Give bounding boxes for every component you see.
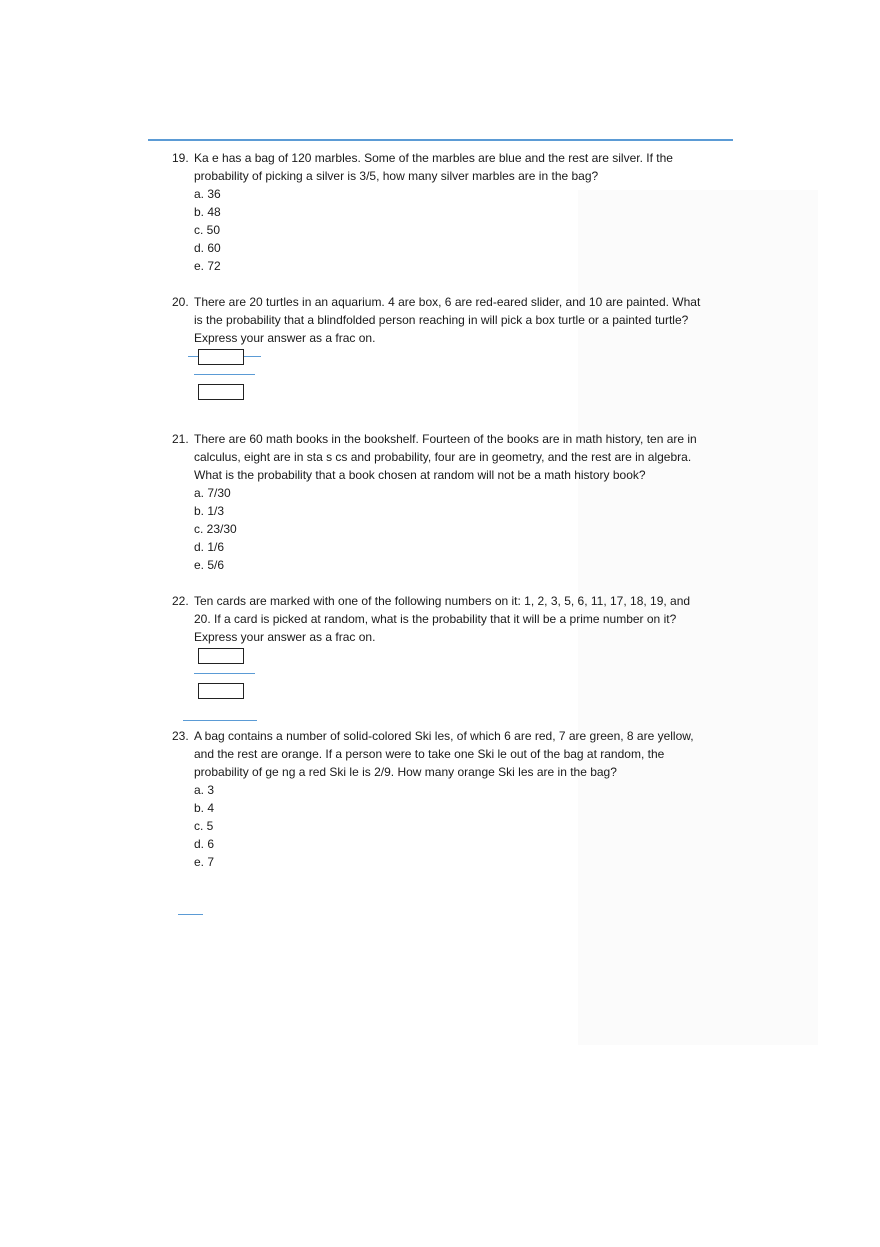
option-b[interactable]: b. 1/3	[194, 504, 225, 518]
question-number: 20.	[172, 295, 189, 309]
question-22	[172, 592, 732, 646]
option-d[interactable]: d. 6	[194, 837, 215, 851]
numerator-input-box[interactable]	[198, 648, 244, 664]
section-divider	[183, 720, 257, 721]
option-a[interactable]: a. 3	[194, 783, 215, 797]
option-c[interactable]: c. 50	[194, 223, 221, 237]
question-text: probability of ge ng a red Ski le is 2/9. How many orange Ski les are in the bag?	[194, 765, 617, 779]
option-a[interactable]: a. 7/30	[194, 486, 231, 500]
question-text: A bag contains a number of solid-colored Ski les, of which 6 are red, 7 are green, 8 are yellow,	[194, 729, 694, 743]
question-number: 19.	[172, 151, 189, 165]
fraction-bar	[194, 673, 255, 674]
denominator-input-box[interactable]	[198, 683, 244, 699]
option-c[interactable]: c. 5	[194, 819, 214, 833]
numerator-input-box[interactable]	[198, 349, 244, 365]
option-b[interactable]: b. 48	[194, 205, 221, 219]
question-text: and the rest are orange. If a person were to take one Ski le out of the bag at random, the	[194, 747, 665, 761]
option-d[interactable]: d. 60	[194, 241, 221, 255]
question-19	[172, 149, 732, 275]
denominator-input-box[interactable]	[198, 384, 244, 400]
question-text: Express your answer as a frac on.	[194, 331, 376, 345]
question-number: 21.	[172, 432, 189, 446]
question-text: Ka e has a bag of 120 marbles. Some of the marbles are blue and the rest are silver. If the	[194, 151, 673, 165]
fraction-bar	[194, 374, 255, 375]
question-text: calculus, eight are in sta s cs and probability, four are in geometry, and the rest are in algebra.	[194, 450, 692, 464]
question-text: Express your answer as a frac on.	[194, 630, 376, 644]
question-23	[172, 727, 732, 871]
question-21	[172, 430, 732, 574]
question-text: What is the probability that a book chosen at random will not be a math history book?	[194, 468, 646, 482]
option-e[interactable]: e. 5/6	[194, 558, 225, 572]
question-text: Ten cards are marked with one of the following numbers on it: 1, 2, 3, 5, 6, 11, 17, 18, 19, and	[194, 594, 691, 608]
question-text: 20. If a card is picked at random, what is the probability that it will be a prime number on it?	[194, 612, 677, 626]
question-number: 22.	[172, 594, 189, 608]
option-a[interactable]: a. 36	[194, 187, 221, 201]
question-text: There are 20 turtles in an aquarium. 4 are box, 6 are red-eared slider, and 10 are painted. What	[194, 295, 701, 309]
option-b[interactable]: b. 4	[194, 801, 215, 815]
question-text: There are 60 math books in the bookshelf. Fourteen of the books are in math history, ten are in	[194, 432, 697, 446]
option-e[interactable]: e. 7	[194, 855, 215, 869]
question-text: probability of picking a silver is 3/5, how many silver marbles are in the bag?	[194, 169, 599, 183]
option-e[interactable]: e. 72	[194, 259, 221, 273]
header-rule	[148, 139, 733, 141]
question-20	[172, 293, 732, 347]
footer-mark	[178, 914, 203, 915]
question-number: 23.	[172, 729, 189, 743]
option-d[interactable]: d. 1/6	[194, 540, 225, 554]
option-c[interactable]: c. 23/30	[194, 522, 237, 536]
question-text: is the probability that a blindfolded person reaching in will pick a box turtle or a painted turtle?	[194, 313, 689, 327]
